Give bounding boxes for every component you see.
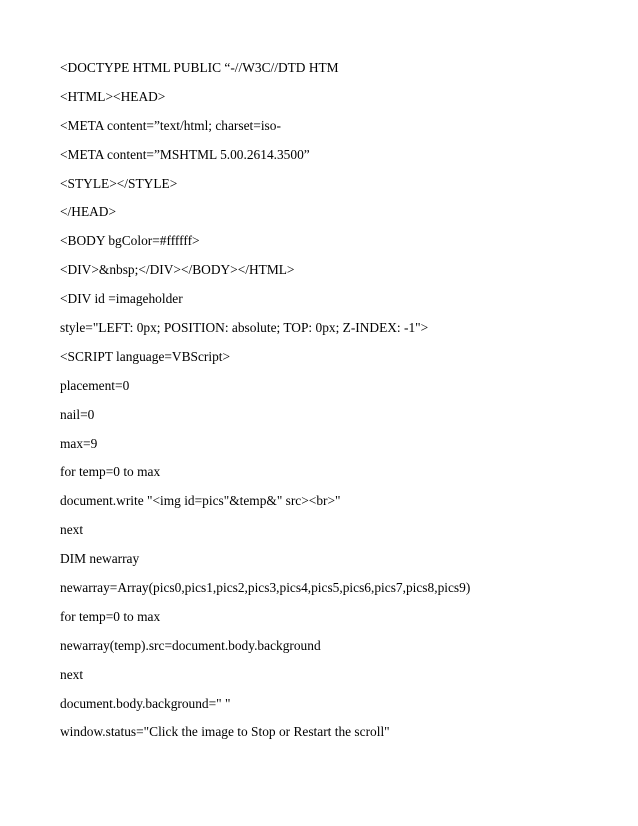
code-line: window.status="Click the image to Stop or Restart the scroll" bbox=[60, 724, 390, 740]
code-line: newarray=Array(pics0,pics1,pics2,pics3,pics4,pics5,pics6,pics7,pics8,pics9) bbox=[60, 580, 471, 596]
code-line: <STYLE></STYLE> bbox=[60, 175, 178, 191]
code-line: </HEAD> bbox=[60, 204, 117, 220]
code-line: nail=0 bbox=[60, 406, 95, 422]
code-line: document.write "<img id=pics"&temp&" src><br>" bbox=[60, 493, 341, 509]
code-line: <SCRIPT language=VBScript> bbox=[60, 348, 231, 364]
code-line: next bbox=[60, 522, 84, 538]
code-line: max=9 bbox=[60, 435, 98, 451]
code-line: <BODY bgColor=#ffffff> bbox=[60, 233, 200, 249]
code-line: for temp=0 to max bbox=[60, 608, 161, 624]
code-line: style="LEFT: 0px; POSITION: absolute; TOP: 0px; Z-INDEX: -1"> bbox=[60, 320, 429, 336]
code-line: newarray(temp).src=document.body.background bbox=[60, 637, 321, 653]
code-line: document.body.background=" " bbox=[60, 695, 231, 711]
code-line: for temp=0 to max bbox=[60, 464, 161, 480]
code-line: <DOCTYPE HTML PUBLIC “-//W3C//DTD HTM bbox=[60, 60, 339, 75]
code-line: DIM newarray bbox=[60, 551, 140, 567]
code-line: <META content=”text/html; charset=iso- bbox=[60, 117, 281, 133]
code-line: <HTML><HEAD> bbox=[60, 88, 166, 104]
code-line: <DIV>&nbsp;</DIV></BODY></HTML> bbox=[60, 262, 295, 278]
code-line: placement=0 bbox=[60, 377, 130, 393]
code-line: <META content=”MSHTML 5.00.2614.3500” bbox=[60, 146, 310, 162]
code-line: next bbox=[60, 666, 84, 682]
code-listing bbox=[60, 60, 620, 753]
code-line: <DIV id =imageholder bbox=[60, 291, 183, 307]
